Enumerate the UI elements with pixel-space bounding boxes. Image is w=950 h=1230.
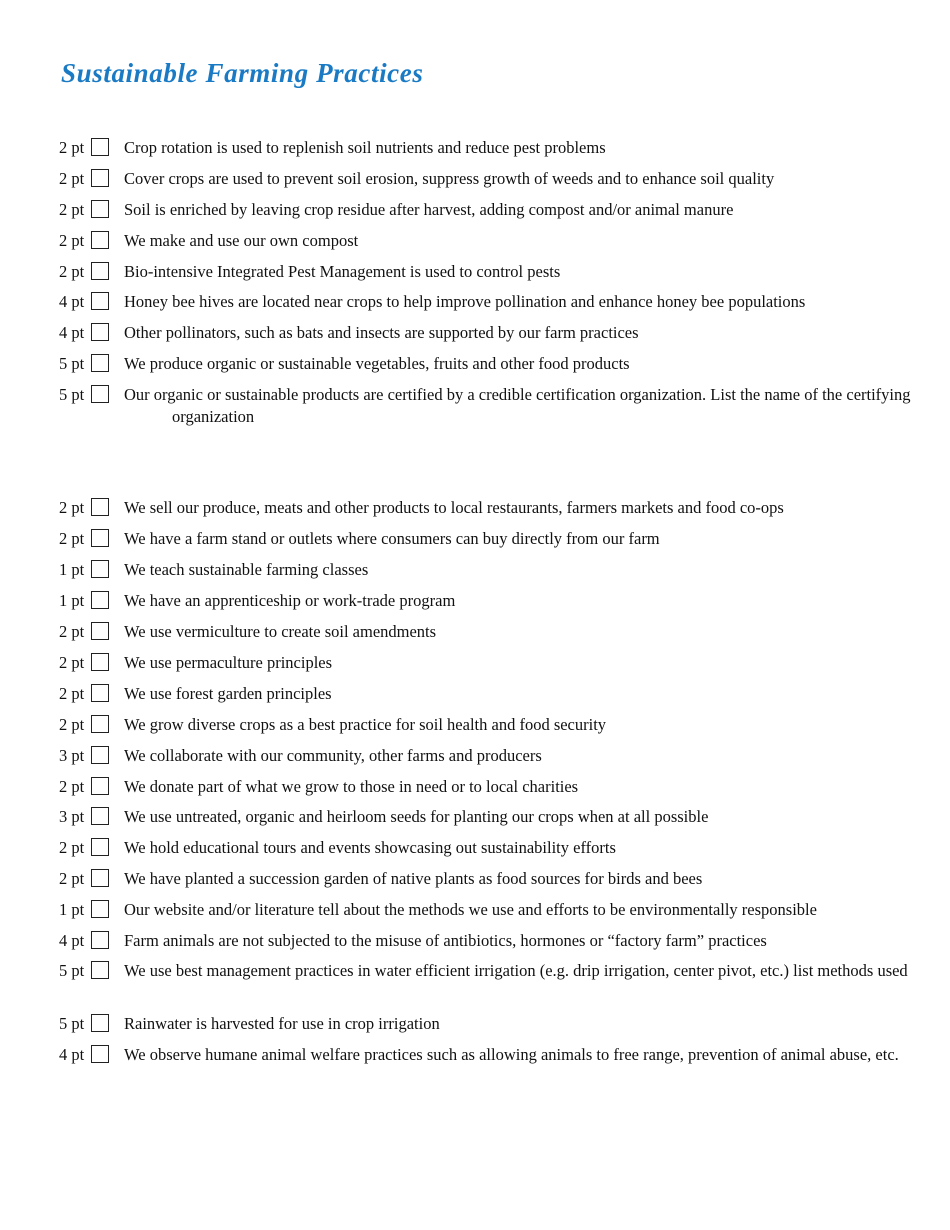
- checkbox[interactable]: [91, 900, 109, 918]
- checkbox[interactable]: [91, 385, 109, 403]
- item-text: Soil is enriched by leaving crop residue after harvest, adding compost and/or animal manure: [124, 200, 734, 219]
- item-text: We produce organic or sustainable vegetables, fruits and other food products: [124, 354, 630, 373]
- item-text: Bio-intensive Integrated Pest Management is used to control pests: [124, 262, 561, 281]
- item-text: Our website and/or literature tell about the methods we use and efforts to be environmentally responsible: [124, 900, 817, 919]
- item-text: Rainwater is harvested for use in crop irrigation: [124, 1014, 440, 1033]
- points-label: 1 pt: [59, 900, 85, 919]
- points-label: 2 pt: [59, 622, 85, 641]
- points-label: 2 pt: [59, 653, 85, 672]
- checkbox[interactable]: [91, 1045, 109, 1063]
- points-label: 2 pt: [59, 529, 85, 548]
- points-label: 2 pt: [59, 869, 85, 888]
- checkbox[interactable]: [91, 807, 109, 825]
- checkbox[interactable]: [91, 200, 109, 218]
- item-text: We observe humane animal welfare practices such as allowing animals to free range, prevention of animal abuse, etc.: [124, 1045, 899, 1064]
- points-label: 2 pt: [59, 777, 85, 796]
- checkbox[interactable]: [91, 138, 109, 156]
- item-text: We sell our produce, meats and other products to local restaurants, farmers markets and food co-ops: [124, 498, 784, 517]
- points-label: 2 pt: [59, 715, 85, 734]
- item-text: We use vermiculture to create soil amendments: [124, 622, 437, 641]
- item-text: Our organic or sustainable products are certified by a credible certification organization. List the name of the certifying organization: [124, 385, 911, 426]
- page-title: Sustainable Farming Practices: [61, 58, 424, 88]
- checkbox[interactable]: [91, 653, 109, 671]
- checkbox[interactable]: [91, 869, 109, 887]
- points-label: 4 pt: [59, 292, 85, 311]
- points-label: 4 pt: [59, 931, 85, 950]
- points-label: 2 pt: [59, 262, 85, 281]
- checkbox[interactable]: [91, 777, 109, 795]
- points-label: 2 pt: [59, 838, 85, 857]
- points-label: 2 pt: [59, 138, 85, 157]
- item-text: We have an apprenticeship or work-trade program: [124, 591, 456, 610]
- checkbox[interactable]: [91, 354, 109, 372]
- points-label: 1 pt: [59, 591, 85, 610]
- item-text: Cover crops are used to prevent soil erosion, suppress growth of weeds and to enhance soil quality: [124, 169, 775, 188]
- checkbox[interactable]: [91, 715, 109, 733]
- points-label: 1 pt: [59, 560, 85, 579]
- checkbox[interactable]: [91, 838, 109, 856]
- item-text: We make and use our own compost: [124, 231, 359, 250]
- checkbox[interactable]: [91, 622, 109, 640]
- points-label: 4 pt: [59, 1045, 85, 1064]
- points-label: 3 pt: [59, 807, 85, 826]
- checkbox[interactable]: [91, 169, 109, 187]
- points-label: 4 pt: [59, 323, 85, 342]
- item-text: We teach sustainable farming classes: [124, 560, 369, 579]
- checkbox[interactable]: [91, 529, 109, 547]
- item-text: We hold educational tours and events showcasing out sustainability efforts: [124, 838, 616, 857]
- checkbox[interactable]: [91, 560, 109, 578]
- points-label: 2 pt: [59, 684, 85, 703]
- item-text: We use permaculture principles: [124, 653, 333, 672]
- item-text: Honey bee hives are located near crops to help improve pollination and enhance honey bee populations: [124, 292, 806, 311]
- item-text: We have a farm stand or outlets where consumers can buy directly from our farm: [124, 529, 660, 548]
- checkbox[interactable]: [91, 1014, 109, 1032]
- item-text: We grow diverse crops as a best practice for soil health and food security: [124, 715, 607, 734]
- checkbox[interactable]: [91, 591, 109, 609]
- points-label: 5 pt: [59, 385, 85, 404]
- item-text: Other pollinators, such as bats and insects are supported by our farm practices: [124, 323, 639, 342]
- points-label: 3 pt: [59, 746, 85, 765]
- points-label: 5 pt: [59, 1014, 85, 1033]
- item-text: Farm animals are not subjected to the misuse of antibiotics, hormones or “factory farm” practices: [124, 931, 767, 950]
- checkbox[interactable]: [91, 323, 109, 341]
- checkbox[interactable]: [91, 231, 109, 249]
- item-text: We have planted a succession garden of native plants as food sources for birds and bees: [124, 869, 703, 888]
- points-label: 2 pt: [59, 200, 85, 219]
- points-label: 2 pt: [59, 231, 85, 250]
- checkbox[interactable]: [91, 746, 109, 764]
- checkbox[interactable]: [91, 292, 109, 310]
- item-text: We collaborate with our community, other farms and producers: [124, 746, 542, 765]
- item-text: We use untreated, organic and heirloom seeds for planting our crops when at all possible: [124, 807, 709, 826]
- points-label: 5 pt: [59, 354, 85, 373]
- points-label: 5 pt: [59, 961, 85, 980]
- points-label: 2 pt: [59, 169, 85, 188]
- item-text: Crop rotation is used to replenish soil nutrients and reduce pest problems: [124, 138, 606, 157]
- checkbox[interactable]: [91, 931, 109, 949]
- points-label: 2 pt: [59, 498, 85, 517]
- item-text: We use best management practices in water efficient irrigation (e.g. drip irrigation, center pivot, etc.) list methods used: [124, 961, 908, 980]
- checkbox[interactable]: [91, 961, 109, 979]
- item-text: We donate part of what we grow to those in need or to local charities: [124, 777, 579, 796]
- checkbox[interactable]: [91, 498, 109, 516]
- checkbox[interactable]: [91, 262, 109, 280]
- checkbox[interactable]: [91, 684, 109, 702]
- item-text: We use forest garden principles: [124, 684, 332, 703]
